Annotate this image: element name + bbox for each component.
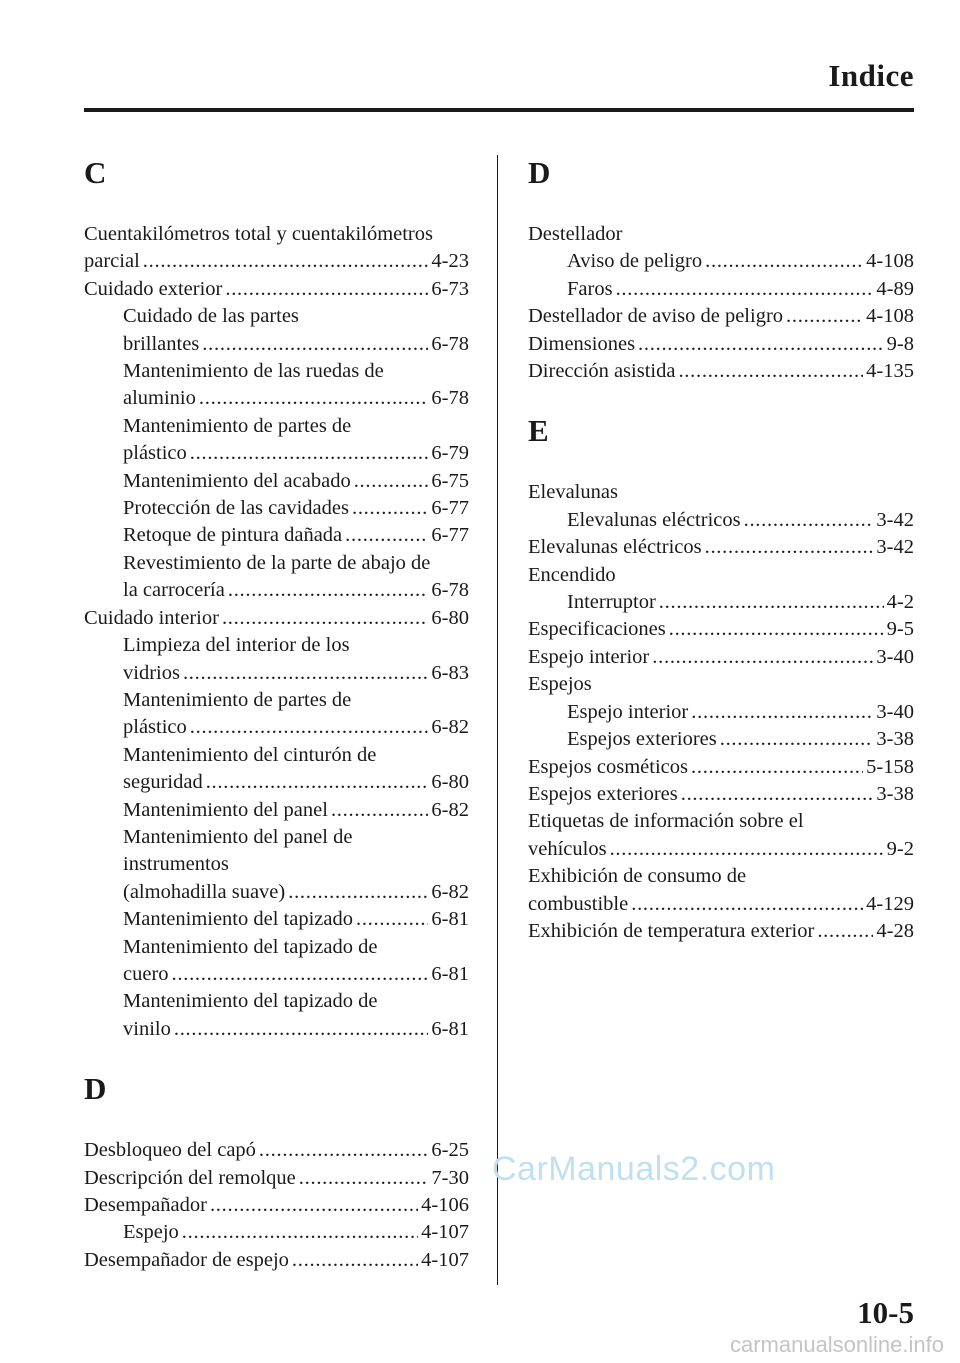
index-entry-term: cuero xyxy=(123,962,169,985)
index-entry xyxy=(528,808,914,863)
index-entry xyxy=(528,781,914,808)
index-page-ref: 6-75 xyxy=(431,469,469,492)
index-entry xyxy=(84,906,469,933)
index-entry xyxy=(528,248,914,275)
index-entry-term: Especificaciones xyxy=(528,618,666,641)
index-entry-text: Mantenimiento de partes de xyxy=(123,414,352,437)
index-entry-term: Descripción del remolque xyxy=(84,1166,296,1189)
column-divider xyxy=(497,155,498,1285)
index-page-ref: 4-135 xyxy=(866,360,914,383)
index-entry xyxy=(84,988,469,1043)
index-entry xyxy=(84,934,469,989)
page-header-title: Indice xyxy=(828,58,914,93)
index-entry xyxy=(528,918,914,945)
index-page-ref: 4-107 xyxy=(421,1248,469,1271)
index-entry xyxy=(84,1137,469,1164)
index-page-ref: 3-38 xyxy=(876,728,914,751)
dot-leader xyxy=(610,836,884,863)
index-entry-term: Mantenimiento del acabado xyxy=(123,469,351,492)
dot-leader xyxy=(669,616,884,643)
index-page-ref: 4-108 xyxy=(866,305,914,328)
dot-leader xyxy=(691,699,873,726)
index-entry-term: Espejos cosméticos xyxy=(528,755,688,778)
index-entry-term: (almohadilla suave) xyxy=(123,880,286,903)
index-entry xyxy=(84,824,469,906)
index-entry xyxy=(84,1192,469,1219)
index-page-ref: 6-79 xyxy=(431,442,469,465)
index-entry xyxy=(528,562,914,589)
index-entry xyxy=(84,605,469,632)
index-entry-term: plástico xyxy=(123,442,187,465)
dot-leader xyxy=(356,906,428,933)
index-page-ref: 3-38 xyxy=(876,782,914,805)
section-heading-c: C xyxy=(84,155,107,190)
index-page-ref: 6-78 xyxy=(431,332,469,355)
dot-leader xyxy=(331,797,428,824)
watermark-logo: CarManuals2.com xyxy=(492,1150,776,1188)
dot-leader xyxy=(228,577,429,604)
dot-leader xyxy=(222,605,428,632)
index-page-ref: 3-40 xyxy=(876,645,914,668)
index-entry-term: seguridad xyxy=(123,771,203,794)
index-entry-text: Revestimiento de la parte de abajo de xyxy=(123,551,431,574)
index-page-ref: 7-30 xyxy=(431,1166,469,1189)
dot-leader xyxy=(352,495,428,522)
dot-leader xyxy=(631,891,863,918)
index-entry xyxy=(528,616,914,643)
dot-leader xyxy=(652,644,873,671)
index-entry-term: Espejo xyxy=(123,1221,179,1244)
index-entry xyxy=(528,671,914,698)
dot-leader xyxy=(720,726,874,753)
index-entry-text: Etiquetas de información sobre el xyxy=(528,810,804,833)
index-page-ref: 9-8 xyxy=(886,332,914,355)
index-page-ref: 6-80 xyxy=(431,606,469,629)
index-page-ref: 9-5 xyxy=(886,618,914,641)
index-entry-list xyxy=(84,1137,469,1274)
index-entry xyxy=(84,358,469,413)
dot-leader xyxy=(638,331,884,358)
index-entry-term: Cuidado exterior xyxy=(84,277,223,300)
index-page-ref: 6-82 xyxy=(431,798,469,821)
index-page-ref: 6-83 xyxy=(431,661,469,684)
dot-leader xyxy=(172,961,429,988)
index-entry-term: parcial xyxy=(84,250,140,273)
index-entry xyxy=(528,589,914,616)
index-entry-list xyxy=(528,479,914,945)
index-entry-term: Aviso de peligro xyxy=(567,250,703,273)
index-entry-text: Mantenimiento de las ruedas de xyxy=(123,360,384,383)
dot-leader xyxy=(659,589,884,616)
dot-leader xyxy=(259,1137,429,1164)
index-entry-text: Cuentakilómetros total y cuentakilómetros xyxy=(84,223,433,245)
index-entry-term: Dirección asistida xyxy=(528,360,676,383)
index-entry-term: plástico xyxy=(123,716,187,739)
index-entry-term: Elevalunas xyxy=(528,481,618,504)
index-page-ref: 6-25 xyxy=(431,1139,469,1162)
index-entry xyxy=(84,413,469,468)
index-entry xyxy=(84,303,469,358)
index-page-ref: 6-81 xyxy=(431,908,469,931)
index-entry-term: Desbloqueo del capó xyxy=(84,1139,256,1162)
index-page-ref: 3-42 xyxy=(876,536,914,559)
index-entry xyxy=(84,1219,469,1246)
index-entry xyxy=(528,221,914,248)
index-entry xyxy=(528,276,914,303)
index-entry xyxy=(528,479,914,506)
index-page-ref: 9-2 xyxy=(886,837,914,860)
index-entry xyxy=(84,687,469,742)
dot-leader xyxy=(183,660,428,687)
index-page-ref: 5-158 xyxy=(866,755,914,778)
page-number: 10-5 xyxy=(857,1295,914,1330)
section-heading-d: D xyxy=(528,155,551,190)
dot-leader xyxy=(143,248,429,275)
index-page-ref: 6-81 xyxy=(431,1017,469,1040)
dot-leader xyxy=(705,534,874,561)
index-entry-term: Destellador xyxy=(528,223,623,245)
dot-leader xyxy=(691,754,863,781)
index-page-ref: 4-107 xyxy=(421,1221,469,1244)
index-entry-term: Protección de las cavidades xyxy=(123,497,349,520)
index-entry-term: Exhibición de temperatura exterior xyxy=(528,919,815,942)
dot-leader xyxy=(354,468,429,495)
index-entry xyxy=(84,1247,469,1274)
index-page-ref: 6-82 xyxy=(431,716,469,739)
dot-leader xyxy=(681,781,874,808)
dot-leader xyxy=(202,331,428,358)
dot-leader xyxy=(199,385,429,412)
index-page-ref: 4-28 xyxy=(876,919,914,942)
dot-leader xyxy=(210,1192,418,1219)
index-entry xyxy=(528,726,914,753)
index-entry xyxy=(84,742,469,797)
index-entry-text: Cuidado de las partes xyxy=(123,305,299,328)
index-page-ref: 6-78 xyxy=(431,579,469,602)
index-entry xyxy=(528,331,914,358)
index-page-ref: 6-77 xyxy=(431,524,469,547)
index-page-ref: 4-23 xyxy=(431,250,469,273)
index-entry-term: Dimensiones xyxy=(528,332,636,355)
index-entry-term: Faros xyxy=(567,277,613,300)
dot-leader xyxy=(705,248,863,275)
dot-leader xyxy=(678,358,863,385)
index-entry xyxy=(84,495,469,522)
index-entry-text: Mantenimiento de partes de xyxy=(123,688,352,711)
index-entry-term: Mantenimiento del tapizado xyxy=(123,908,353,931)
index-entry xyxy=(84,797,469,824)
index-page-ref: 4-89 xyxy=(876,277,914,300)
index-entry xyxy=(528,699,914,726)
section-heading-d: D xyxy=(84,1071,107,1107)
index-column-left xyxy=(84,155,469,1274)
index-entry-term: Espejo interior xyxy=(567,700,689,723)
index-entry-term: Desempañador de espejo xyxy=(84,1248,289,1271)
index-page-ref: 3-40 xyxy=(876,700,914,723)
index-page-ref: 6-81 xyxy=(431,962,469,985)
index-entry xyxy=(84,468,469,495)
index-entry xyxy=(84,632,469,687)
index-entry-text: Exhibición de consumo de xyxy=(528,865,747,888)
index-entry-text: Limpieza del interior de los xyxy=(123,634,350,657)
index-page-ref: 6-80 xyxy=(431,771,469,794)
index-entry-term: vinilo xyxy=(123,1017,171,1040)
dot-leader xyxy=(225,276,428,303)
index-entry-text: instrumentos xyxy=(123,853,229,876)
index-entry xyxy=(84,221,469,276)
index-page-ref: 4-106 xyxy=(421,1194,469,1216)
index-page-ref: 6-78 xyxy=(431,387,469,410)
dot-leader xyxy=(817,918,873,945)
dot-leader xyxy=(288,879,428,906)
dot-leader xyxy=(174,1016,429,1043)
index-entry-list xyxy=(528,221,914,385)
index-entry xyxy=(528,303,914,330)
index-entry-term: la carrocería xyxy=(123,579,225,602)
index-entry-term: Retoque de pintura dañada xyxy=(123,524,343,547)
index-entry-term: aluminio xyxy=(123,387,196,410)
index-entry-text: Mantenimiento del panel de xyxy=(123,825,353,848)
index-entry-term: Encendido xyxy=(528,563,616,586)
index-page-ref: 4-108 xyxy=(866,250,914,273)
dot-leader xyxy=(345,522,428,549)
index-page-ref: 4-129 xyxy=(866,892,914,915)
footer-site-watermark: carmanualsonline.info xyxy=(729,1332,944,1357)
index-entry xyxy=(84,276,469,303)
index-entry xyxy=(528,644,914,671)
dot-leader xyxy=(299,1165,429,1192)
index-entry xyxy=(84,550,469,605)
index-entry xyxy=(528,534,914,561)
dot-leader xyxy=(190,714,429,741)
index-entry-term: combustible xyxy=(528,892,629,915)
index-entry-term: vidrios xyxy=(123,661,180,684)
dot-leader xyxy=(786,303,863,330)
index-entry-term: Elevalunas eléctricos xyxy=(567,508,741,531)
index-entry xyxy=(528,754,914,781)
index-page-ref: 6-82 xyxy=(431,880,469,903)
index-entry xyxy=(84,1165,469,1192)
index-entry-term: Elevalunas eléctricos xyxy=(528,536,702,559)
section-heading-e: E xyxy=(528,413,549,449)
dot-leader xyxy=(292,1247,418,1274)
index-entry-term: brillantes xyxy=(123,332,200,355)
index-page-ref: 6-73 xyxy=(431,277,469,300)
index-entry-term: Espejos exteriores xyxy=(567,728,717,751)
index-entry xyxy=(528,358,914,385)
index-entry-list xyxy=(84,221,469,1043)
index-page-ref: 3-42 xyxy=(876,508,914,531)
dot-leader xyxy=(616,276,874,303)
index-entry-term: Desempañador xyxy=(84,1194,207,1216)
index-entry-term: vehículos xyxy=(528,837,607,860)
index-entry-term: Interruptor xyxy=(567,591,656,614)
index-entry-term: Espejo interior xyxy=(528,645,650,668)
index-entry xyxy=(528,507,914,534)
index-entry xyxy=(84,522,469,549)
dot-leader xyxy=(744,507,874,534)
header-rule xyxy=(84,108,914,112)
index-entry-term: Cuidado interior xyxy=(84,606,219,629)
index-entry-text: Mantenimiento del tapizado de xyxy=(123,935,378,958)
index-entry-term: Espejos xyxy=(528,673,592,696)
dot-leader xyxy=(206,769,429,796)
index-entry-text: Mantenimiento del tapizado de xyxy=(123,990,378,1013)
index-entry-term: Espejos exteriores xyxy=(528,782,678,805)
index-entry-text: Mantenimiento del cinturón de xyxy=(123,743,377,766)
index-entry xyxy=(528,863,914,918)
index-entry-term: Mantenimiento del panel xyxy=(123,798,328,821)
index-page-ref: 6-77 xyxy=(431,497,469,520)
dot-leader xyxy=(190,440,429,467)
dot-leader xyxy=(182,1219,418,1246)
index-entry-term: Destellador de aviso de peligro xyxy=(528,305,784,328)
index-column-right xyxy=(528,155,914,945)
index-page-ref: 4-2 xyxy=(886,591,914,614)
